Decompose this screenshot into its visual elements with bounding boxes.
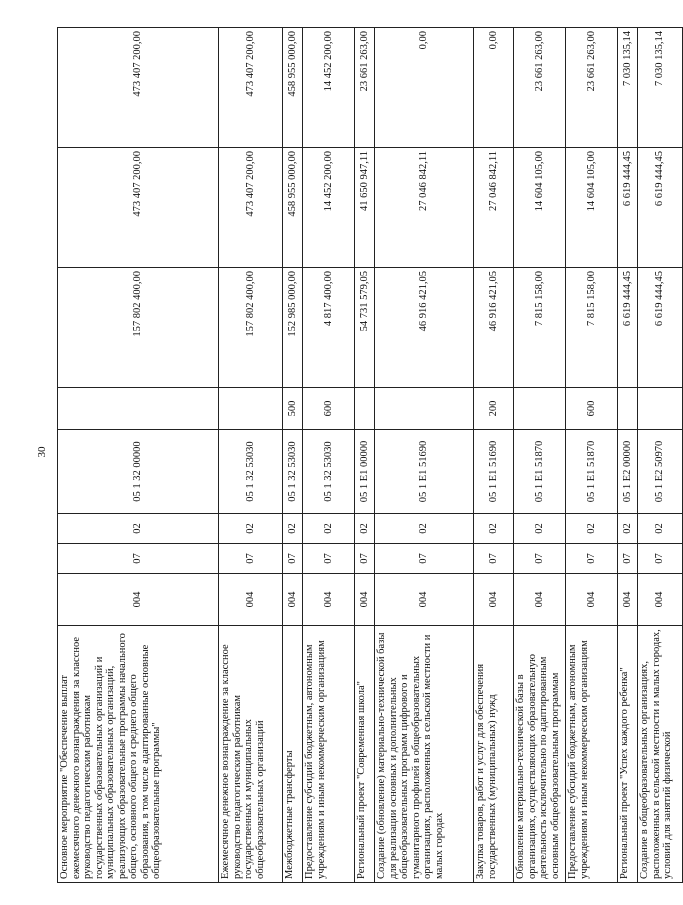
row-name-cell: Создание в общеобразовательных организациях, расположенных в сельской местности и малых городах, условий для занятий физической — [638, 626, 683, 883]
subsection-code-cell: 02 — [474, 514, 514, 544]
section-code-cell: 07 — [303, 544, 355, 574]
admin-code-cell: 004 — [355, 574, 375, 626]
rotated-table-wrapper — [57, 28, 673, 883]
subsection-code-cell: 02 — [303, 514, 355, 544]
budget-table — [57, 27, 683, 883]
expense-type-cell: 200 — [474, 388, 514, 430]
expense-type-cell — [58, 388, 219, 430]
page-number: 30 — [36, 446, 48, 458]
row-name-cell: Региональный проект "Современная школа" — [355, 626, 375, 883]
subsection-code-cell: 02 — [355, 514, 375, 544]
expense-type-cell — [638, 388, 683, 430]
table-row — [303, 28, 355, 883]
subsection-code-cell: 02 — [638, 514, 683, 544]
admin-code-cell: 004 — [283, 574, 303, 626]
amount-year3-cell: 458 955 000,00 — [283, 28, 303, 148]
expense-type-cell: 600 — [566, 388, 618, 430]
target-article-cell: 05 1 32 53030 — [303, 430, 355, 514]
amount-year2-cell: 6 619 444,45 — [638, 148, 683, 268]
amount-year3-cell: 14 452 200,00 — [303, 28, 355, 148]
section-code-cell: 07 — [474, 544, 514, 574]
amount-year2-cell: 458 955 000,00 — [283, 148, 303, 268]
expense-type-cell — [375, 388, 474, 430]
row-name-cell: Предоставление субсидий бюджетным, автономным учреждениям и иным некоммерческим организациям — [566, 626, 618, 883]
row-name-cell: Ежемесячное денежное вознаграждение за классное руководство педагогическим работникам государственных и муниципальных общеобразовательных организаций — [219, 626, 283, 883]
table-row — [375, 28, 474, 883]
target-article-cell: 05 1 E1 51690 — [375, 430, 474, 514]
subsection-code-cell: 02 — [566, 514, 618, 544]
amount-year3-cell: 7 030 135,14 — [638, 28, 683, 148]
amount-year1-cell: 7 815 158,00 — [566, 268, 618, 388]
amount-year1-cell: 152 985 000,00 — [283, 268, 303, 388]
amount-year2-cell: 14 604 105,00 — [566, 148, 618, 268]
row-name-cell: Межбюджетные трансферты — [283, 626, 303, 883]
amount-year2-cell: 473 407 200,00 — [219, 148, 283, 268]
target-article-cell: 05 1 E1 51870 — [566, 430, 618, 514]
amount-year3-cell: 473 407 200,00 — [219, 28, 283, 148]
amount-year3-cell: 23 661 263,00 — [514, 28, 566, 148]
admin-code-cell: 004 — [375, 574, 474, 626]
section-code-cell: 07 — [375, 544, 474, 574]
row-name-cell: Закупка товаров, работ и услуг для обеспечения государственных (муниципальных) нужд — [474, 626, 514, 883]
amount-year1-cell: 54 731 579,05 — [355, 268, 375, 388]
amount-year3-cell: 7 030 135,14 — [618, 28, 638, 148]
budget-table-area — [57, 28, 673, 883]
table-row — [514, 28, 566, 883]
row-name-cell: Региональный проект "Успех каждого ребенка" — [618, 626, 638, 883]
admin-code-cell: 004 — [58, 574, 219, 626]
expense-type-cell — [355, 388, 375, 430]
admin-code-cell: 004 — [219, 574, 283, 626]
subsection-code-cell: 02 — [283, 514, 303, 544]
amount-year3-cell: 23 661 263,00 — [566, 28, 618, 148]
expense-type-cell — [219, 388, 283, 430]
target-article-cell: 05 1 32 53030 — [283, 430, 303, 514]
table-row — [58, 28, 219, 883]
amount-year1-cell: 6 619 444,45 — [618, 268, 638, 388]
amount-year2-cell: 6 619 444,45 — [618, 148, 638, 268]
section-code-cell: 07 — [355, 544, 375, 574]
section-code-cell: 07 — [283, 544, 303, 574]
row-name-cell: Предоставление субсидий бюджетным, автономным учреждениям и иным некоммерческим организациям — [303, 626, 355, 883]
section-code-cell: 07 — [514, 544, 566, 574]
amount-year2-cell: 27 046 842,11 — [474, 148, 514, 268]
amount-year2-cell: 41 650 947,11 — [355, 148, 375, 268]
target-article-cell: 05 1 E1 51690 — [474, 430, 514, 514]
subsection-code-cell: 02 — [514, 514, 566, 544]
target-article-cell: 05 1 E2 00000 — [618, 430, 638, 514]
expense-type-cell: 500 — [283, 388, 303, 430]
amount-year3-cell: 0,00 — [375, 28, 474, 148]
table-row — [618, 28, 638, 883]
amount-year1-cell: 6 619 444,45 — [638, 268, 683, 388]
row-name-cell: Основное мероприятие "Обеспечение выплат ежемесячного денежного вознаграждения за классное руководство педагогическим работникам государственных образовательных организаций и муниципальных образовательных организаций, реализующих образовательные программы начального общего, основного общего и среднего общего образования, в том числе адаптированные основные общеобразовательные программы" — [58, 626, 219, 883]
table-row — [283, 28, 303, 883]
amount-year3-cell: 23 661 263,00 — [355, 28, 375, 148]
section-code-cell: 07 — [638, 544, 683, 574]
target-article-cell: 05 1 E1 51870 — [514, 430, 566, 514]
amount-year1-cell: 157 802 400,00 — [58, 268, 219, 388]
table-row — [474, 28, 514, 883]
table-row — [566, 28, 618, 883]
expense-type-cell: 600 — [303, 388, 355, 430]
amount-year3-cell: 473 407 200,00 — [58, 28, 219, 148]
subsection-code-cell: 02 — [375, 514, 474, 544]
amount-year1-cell: 46 916 421,05 — [375, 268, 474, 388]
admin-code-cell: 004 — [474, 574, 514, 626]
subsection-code-cell: 02 — [219, 514, 283, 544]
admin-code-cell: 004 — [638, 574, 683, 626]
subsection-code-cell: 02 — [618, 514, 638, 544]
expense-type-cell — [514, 388, 566, 430]
amount-year2-cell: 473 407 200,00 — [58, 148, 219, 268]
row-name-cell: Обновление материально-технической базы в организациях, осуществляющих образовательную деятельность исключительно по адаптированным основным общеобразовательным программам — [514, 626, 566, 883]
amount-year2-cell: 27 046 842,11 — [375, 148, 474, 268]
table-row — [638, 28, 683, 883]
table-row — [219, 28, 283, 883]
amount-year1-cell: 4 817 400,00 — [303, 268, 355, 388]
amount-year2-cell: 14 604 105,00 — [514, 148, 566, 268]
row-name-cell: Создание (обновление) материально-технической базы для реализации основных и дополнительных общеобразовательных программ цифрового и гуманитарного профилей в общеобразовательных организациях, расположенных в сельской местности и малых городах — [375, 626, 474, 883]
target-article-cell: 05 1 32 53030 — [219, 430, 283, 514]
amount-year1-cell: 46 916 421,05 — [474, 268, 514, 388]
admin-code-cell: 004 — [618, 574, 638, 626]
section-code-cell: 07 — [566, 544, 618, 574]
section-code-cell: 07 — [618, 544, 638, 574]
amount-year1-cell: 157 802 400,00 — [219, 268, 283, 388]
target-article-cell: 05 1 E1 00000 — [355, 430, 375, 514]
target-article-cell: 05 1 32 00000 — [58, 430, 219, 514]
amount-year2-cell: 14 452 200,00 — [303, 148, 355, 268]
section-code-cell: 07 — [58, 544, 219, 574]
subsection-code-cell: 02 — [58, 514, 219, 544]
section-code-cell: 07 — [219, 544, 283, 574]
amount-year3-cell: 0,00 — [474, 28, 514, 148]
amount-year1-cell: 7 815 158,00 — [514, 268, 566, 388]
table-row — [355, 28, 375, 883]
admin-code-cell: 004 — [303, 574, 355, 626]
budget-table-body — [58, 28, 683, 883]
target-article-cell: 05 1 E2 50970 — [638, 430, 683, 514]
admin-code-cell: 004 — [566, 574, 618, 626]
admin-code-cell: 004 — [514, 574, 566, 626]
expense-type-cell — [618, 388, 638, 430]
